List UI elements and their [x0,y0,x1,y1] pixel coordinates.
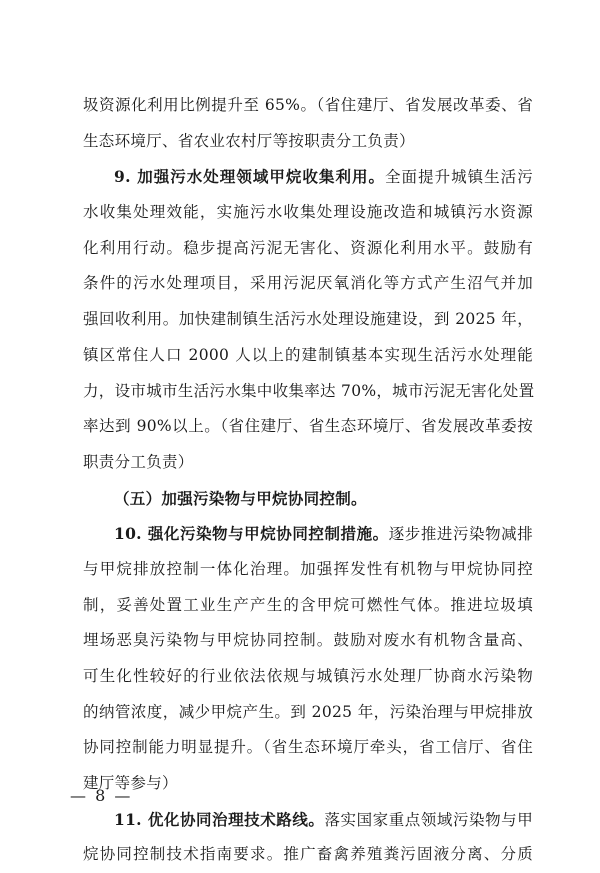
text-line: 烷协同控制技术指南要求。推广畜禽养殖粪污固液分离、分质 [83,845,533,864]
text-line: 化利用行动。稳步提高污泥无害化、资源化利用水平。鼓励有 [83,238,533,257]
text-line: 制，妥善处置工业生产产生的含甲烷可燃性气体。推进垃圾填 [83,595,533,614]
text-line: 与甲烷排放控制一体化治理。加强挥发性有机物与甲烷协同控 [83,559,533,578]
text-line: 建厅等参与） [83,774,178,793]
text-line: 可生化性较好的行业依法依规与城镇污水处理厂协商水污染物 [83,667,533,685]
text-run: 落实国家重点领域污染物与甲 [324,810,533,829]
text-run: 全面提升城镇生活污 [385,168,534,187]
text-line: 的纳管浓度，减少甲烷产生。到 2025 年，污染治理与甲烷排放 [83,702,533,721]
paragraph-first-line [83,516,533,552]
text-line: 埋场恶臭污染物与甲烷协同控制。鼓励对废水有机物含量高、 [83,631,533,650]
body-text [83,88,533,873]
paragraph-first-line [83,802,533,838]
text-line: 水收集处理效能，实施污水收集处理设施改造和城镇污水资源 [83,203,533,222]
text-line: 镇区常住人口 2000 人以上的建制镇基本实现生活污水处理能 [83,345,533,364]
text-line: 协同控制能力明显提升。（省生态环境厅牵头，省工信厅、省住 [83,738,533,757]
text-line: 职责分工负责） [83,452,194,471]
text-run: 逐步推进污染物减排 [388,525,533,544]
text-line: 生态环境厅、省农业农村厅等按职责分工负责） [83,131,415,150]
text-line: 力，设市城市生活污水集中收集率达 70%，城市污泥无害化处置 [83,381,535,400]
page-number: — 8 — [70,786,133,805]
paragraph-heading: 10. 强化污染物与甲烷协同控制措施。 [114,524,389,544]
paragraph-first-line [83,159,533,195]
text-line: 条件的污水处理项目，采用污泥厌氧消化等方式产生沼气并加 [83,274,533,293]
text-line: 强回收利用。加快建制镇生活污水处理设施建设，到 2025 年， [83,310,533,329]
text-line: 率达到 90%以上。（省住建厅、省生态环境厅、省发展改革委按 [83,417,533,436]
paragraph-heading: 11. 优化协同治理技术路线。 [114,809,325,829]
text-line: 圾资源化利用比例提升至 65%。（省住建厅、省发展改革委、省 [83,96,533,114]
paragraph-heading: 9. 加强污水处理领域甲烷收集利用。 [114,167,386,187]
section-heading: （五）加强污染物与甲烷协同控制。 [114,488,367,508]
